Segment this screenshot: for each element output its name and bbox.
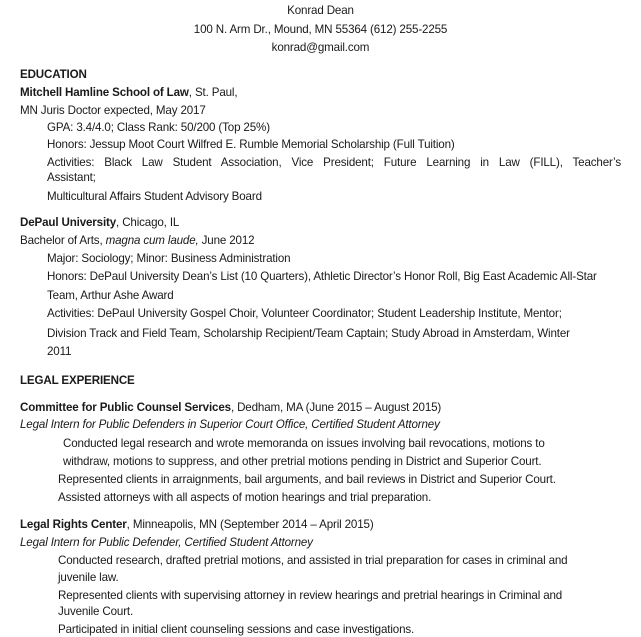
job-1-org: Committee for Public Counsel Services (20, 401, 231, 414)
school-1-header (20, 86, 237, 100)
legal-experience-heading: LEGAL EXPERIENCE (20, 374, 135, 387)
school-2-detail: 2011 (47, 345, 72, 358)
school-2-detail: Honors: DePaul University Dean’s List (10 Quarters), Athletic Director’s Honor Roll, Big East Academic All-Star (47, 270, 597, 283)
job-2-title: Legal Intern for Public Defender, Certified Student Attorney (20, 536, 313, 549)
school-2-detail: Division Track and Field Team, Scholarship Recipient/Team Captain; Study Abroad in Amsterdam, Winter (47, 327, 570, 340)
school-2-name: DePaul University (20, 216, 117, 229)
degree-honor: magna cum laude, (105, 234, 199, 247)
school-1-detail: Multicultural Affairs Student Advisory Board (47, 190, 262, 203)
school-1-name: Mitchell Hamline School of Law (20, 86, 189, 99)
job-1-bullet: Assisted attorneys with all aspects of motion hearings and trial preparation. (58, 491, 432, 504)
school-1-degree: MN Juris Doctor expected, May 2017 (20, 104, 206, 117)
job-2-bullet: juvenile law. (58, 571, 119, 584)
job-1-bullet: Conducted legal research and wrote memoranda on issues involving bail revocations, motions to (63, 437, 545, 450)
education-heading: EDUCATION (20, 68, 87, 81)
job-1-title: Legal Intern for Public Defenders in Superior Court Office, Certified Student Attorney (20, 418, 440, 431)
school-1-detail: GPA: 3.4/4.0; Class Rank: 50/200 (Top 25%) (47, 121, 270, 134)
job-1-location-dates: , Dedham, MA (June 2015 – August 2015) (230, 401, 442, 414)
job-2-bullet: Participated in initial client counseling sessions and case investigations. (58, 623, 415, 636)
degree-date: June 2012 (198, 234, 255, 247)
school-2-detail: Major: Sociology; Minor: Business Administration (47, 252, 291, 265)
school-1-detail: Activities: Black Law Student Association, Vice President; Future Learning in Law (FILL), Teacher’s (47, 156, 621, 169)
degree-prefix: Bachelor of Arts, (20, 234, 106, 247)
school-2-location: , Chicago, IL (116, 216, 180, 229)
school-2-header (20, 216, 179, 230)
job-2-bullet: Represented clients with supervising attorney in review hearings and pretrial hearings in Criminal and (58, 589, 563, 602)
job-1-bullet: withdraw, motions to suppress, and other pretrial motions pending in District and Superior Court. (63, 455, 542, 468)
job-2-bullet: Juvenile Court. (58, 605, 134, 618)
job-2-header (20, 518, 374, 532)
job-1-bullet: Represented clients in arraignments, bail arguments, and bail reviews in District and Superior Court. (58, 473, 556, 486)
resume-name: Konrad Dean (287, 4, 354, 17)
school-1-location: , St. Paul, (188, 86, 238, 99)
school-2-detail: Activities: DePaul University Gospel Choir, Volunteer Coordinator; Student Leadership Institute, Mentor; (47, 307, 562, 320)
job-2-bullet: Conducted research, drafted pretrial motions, and assisted in trial preparation for cases in criminal and (58, 554, 568, 567)
job-2-org: Legal Rights Center (20, 518, 127, 531)
school-1-detail: Honors: Jessup Moot Court Wilfred E. Rumble Memorial Scholarship (Full Tuition) (47, 138, 455, 151)
email: konrad@gmail.com (271, 41, 370, 54)
job-1-header (20, 401, 441, 415)
school-2-detail: Team, Arthur Ashe Award (47, 289, 174, 302)
school-1-detail: Assistant; (47, 171, 96, 184)
school-2-degree (20, 234, 254, 248)
address-phone: 100 N. Arm Dr., Mound, MN 55364 (612) 255-2255 (193, 23, 448, 36)
job-2-location-dates: , Minneapolis, MN (September 2014 – April 2015) (126, 518, 374, 531)
